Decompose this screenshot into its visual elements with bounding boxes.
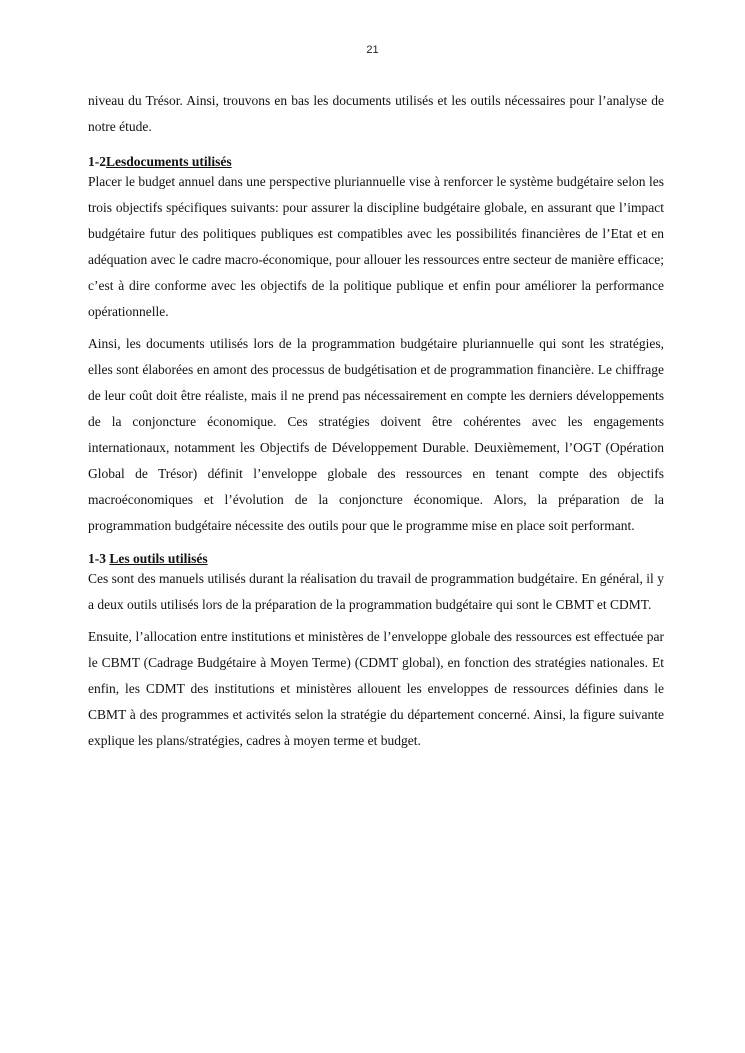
paragraph: Ces sont des manuels utilisés durant la réalisation du travail de programmation budgétaire. En général, il y a deux outils utilisés lors de la préparation de la programmation budgétaire qui sont le CBMT et CDMT.	[88, 571, 664, 612]
paragraph: Placer le budget annuel dans une perspective pluriannuelle vise à renforcer le système budgétaire selon les trois objectifs spécifiques suivants: pour assurer la discipline budgétaire globale, en assurant que l’impact budgétaire futur des politiques publiques est compatibles avec les possibilités financières de l’Etat et en adéquation avec le cadre macro-économique, pour allouer les ressources entre secteur de manière efficace; c’est à dire conforme avec les objectifs de la politique publique et enfin pour améliorer la performance opérationnelle.	[88, 174, 664, 319]
paragraph: Ensuite, l’allocation entre institutions et ministères de l’enveloppe globale des ressources est effectuée par le CBMT (Cadrage Budgétaire à Moyen Terme) (CDMT global), en fonction des stratégies nationales. Et enfin, les CDMT des institutions et ministères allouent les enveloppes de ressources définies dans le CBMT à des programmes et activités selon la stratégie du département concerné. Ainsi, la figure suivante explique les plans/stratégies, cadres à moyen terme et budget.	[88, 629, 664, 748]
section-heading-documents	[88, 154, 664, 169]
document-body	[88, 88, 664, 754]
section-title: Les outils utilisés	[109, 551, 208, 566]
intro-paragraph: niveau du Trésor. Ainsi, trouvons en bas les documents utilisés et les outils nécessaires pour l’analyse de notre étude.	[88, 93, 664, 134]
page-number: 21	[366, 44, 379, 56]
section-title: Lesdocuments utilisés	[106, 154, 232, 169]
paragraph: Ainsi, les documents utilisés lors de la programmation budgétaire pluriannuelle qui sont les stratégies, elles sont élaborées en amont des processus de budgétisation et de programmation financière. Le chiffrage de leur coût doit être réaliste, mais il ne prend pas nécessairement en compte les derniers développements de la conjoncture économique. Ces stratégies doivent être cohérentes avec les engagements internationaux, notamment les Objectifs de Développement Durable. Deuxièmement, l’OGT (Opération Global de Trésor) définit l’enveloppe globale des ressources en tenant compte des objectifs macroéconomiques et l’évolution de la conjoncture économique. Alors, la préparation de la programmation budgétaire nécessite des outils pour que le programme mise en place soit performant.	[88, 336, 664, 533]
section-number: 1-3	[88, 551, 110, 566]
section-heading-outils	[88, 551, 664, 566]
section-number: 1-2	[88, 154, 106, 169]
